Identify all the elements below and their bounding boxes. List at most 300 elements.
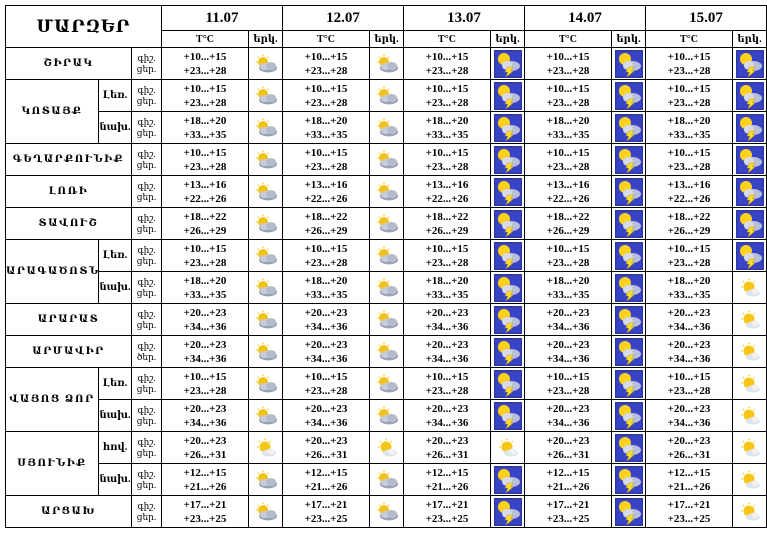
region-name: ՏԱՎՈՒՇ — [6, 208, 132, 240]
night-temp: +10...+15 — [546, 370, 590, 383]
day-label: ցեր. — [136, 415, 157, 426]
region-name: ՎԱՅՈՑ ՁՈՐ — [6, 368, 99, 432]
sky-cell — [733, 112, 767, 144]
sky-cell — [612, 432, 646, 464]
temperature-cell — [283, 144, 370, 176]
temperature-cell — [404, 240, 491, 272]
night-temp: +18...+20 — [425, 274, 469, 287]
sky-col-header: երկ. — [370, 31, 404, 48]
night-temp: +20...+23 — [667, 402, 711, 415]
day-temp: +22...+26 — [546, 192, 590, 205]
temperature-cell — [646, 368, 733, 400]
sun-cloud-icon — [491, 438, 524, 458]
temperature-cell — [162, 144, 249, 176]
period-labels — [132, 272, 162, 304]
day-temp: +23...+28 — [183, 64, 227, 77]
thunder-icon — [612, 114, 645, 142]
date-header: 11.07 — [162, 6, 283, 31]
thunder-icon — [491, 466, 524, 494]
forecast-table — [5, 5, 767, 528]
day-temp: +22...+26 — [425, 192, 469, 205]
night-temp: +13...+16 — [667, 178, 711, 191]
sky-cell — [249, 496, 283, 528]
sun-cloud-icon — [733, 278, 766, 298]
day-temp: +23...+25 — [667, 512, 711, 525]
sky-cell — [491, 272, 525, 304]
night-temp: +17...+21 — [304, 498, 348, 511]
region-name: ԳԵՂԱՐՔՈՒՆԻՔ — [6, 144, 132, 176]
forecast-body — [6, 48, 767, 528]
day-label: ցեր. — [136, 95, 157, 106]
temperature-cell — [162, 80, 249, 112]
sky-col-header: երկ. — [249, 31, 283, 48]
sky-cell — [612, 272, 646, 304]
temperature-cell — [646, 48, 733, 80]
sky-cell — [491, 336, 525, 368]
table-row — [6, 80, 767, 112]
night-temp: +10...+15 — [183, 242, 227, 255]
day-label: ցեր. — [136, 511, 157, 522]
day-temp: +26...+31 — [667, 448, 711, 461]
night-temp: +10...+15 — [667, 146, 711, 159]
day-temp: +23...+28 — [425, 160, 469, 173]
temperature-cell — [283, 336, 370, 368]
partly-cloudy-icon — [249, 182, 282, 202]
night-label: գիշ. — [137, 84, 156, 95]
day-temp: +33...+35 — [667, 288, 711, 301]
night-temp: +13...+16 — [183, 178, 227, 191]
day-label: ցեր. — [136, 223, 157, 234]
night-temp: +20...+23 — [667, 434, 711, 447]
night-temp: +13...+16 — [425, 178, 469, 191]
sky-cell — [370, 144, 404, 176]
day-label: ցեր. — [136, 479, 157, 490]
region-name: ՇԻՐԱԿ — [6, 48, 132, 80]
sky-cell — [733, 48, 767, 80]
day-temp: +21...+26 — [425, 480, 469, 493]
day-temp: +23...+28 — [183, 96, 227, 109]
sky-cell — [249, 432, 283, 464]
table-row — [6, 496, 767, 528]
day-temp: +23...+28 — [183, 160, 227, 173]
sky-cell — [249, 48, 283, 80]
night-temp: +10...+15 — [183, 50, 227, 63]
temperature-cell — [525, 496, 612, 528]
night-label: գիշ. — [137, 308, 156, 319]
partly-cloudy-icon — [370, 54, 403, 74]
day-temp: +22...+26 — [304, 192, 348, 205]
temperature-cell — [525, 240, 612, 272]
temperature-cell — [283, 80, 370, 112]
period-labels — [132, 368, 162, 400]
night-temp: +10...+15 — [183, 82, 227, 95]
sky-cell — [370, 304, 404, 336]
day-temp: +23...+28 — [546, 96, 590, 109]
sky-cell — [612, 496, 646, 528]
night-temp: +10...+15 — [667, 370, 711, 383]
day-temp: +23...+28 — [425, 256, 469, 269]
temperature-cell — [283, 464, 370, 496]
day-label: ցեր. — [136, 127, 157, 138]
night-temp: +10...+15 — [667, 50, 711, 63]
temperature-cell — [283, 48, 370, 80]
day-temp: +34...+36 — [667, 320, 711, 333]
temperature-cell — [404, 336, 491, 368]
partly-cloudy-icon — [370, 502, 403, 522]
night-temp: +20...+23 — [425, 338, 469, 351]
region-name: ԿՈՏԱՅՔ — [6, 80, 99, 144]
temperature-cell — [525, 272, 612, 304]
night-temp: +18...+20 — [183, 114, 227, 127]
day-temp: +23...+25 — [425, 512, 469, 525]
sky-cell — [370, 240, 404, 272]
temperature-cell — [646, 464, 733, 496]
table-row — [6, 304, 767, 336]
sky-cell — [491, 80, 525, 112]
sky-cell — [612, 368, 646, 400]
period-labels — [132, 208, 162, 240]
night-temp: +20...+23 — [183, 306, 227, 319]
sky-cell — [370, 112, 404, 144]
night-temp: +18...+22 — [304, 210, 348, 223]
day-temp: +26...+31 — [425, 448, 469, 461]
thunder-icon — [491, 338, 524, 366]
day-temp: +23...+28 — [304, 64, 348, 77]
partly-cloudy-icon — [370, 342, 403, 362]
thunder-icon — [612, 50, 645, 78]
table-row — [6, 464, 767, 496]
temperature-cell — [283, 368, 370, 400]
temperature-cell — [525, 80, 612, 112]
night-temp: +13...+16 — [546, 178, 590, 191]
sky-cell — [370, 336, 404, 368]
night-temp: +20...+23 — [183, 338, 227, 351]
night-temp: +13...+16 — [304, 178, 348, 191]
temperature-cell — [283, 208, 370, 240]
temperature-cell — [525, 400, 612, 432]
sky-col-header: երկ. — [733, 31, 767, 48]
night-temp: +20...+23 — [304, 306, 348, 319]
temperature-cell — [404, 176, 491, 208]
night-label: գիշ. — [137, 404, 156, 415]
day-temp: +34...+36 — [304, 352, 348, 365]
day-temp: +23...+28 — [183, 384, 227, 397]
sky-cell — [612, 208, 646, 240]
temperature-cell — [404, 112, 491, 144]
night-temp: +18...+20 — [546, 274, 590, 287]
partly-cloudy-icon — [370, 374, 403, 394]
partly-cloudy-icon — [249, 214, 282, 234]
day-temp: +21...+26 — [304, 480, 348, 493]
night-temp: +10...+15 — [667, 82, 711, 95]
day-temp: +26...+29 — [425, 224, 469, 237]
night-temp: +10...+15 — [425, 82, 469, 95]
temperature-cell — [283, 304, 370, 336]
night-temp: +20...+23 — [183, 434, 227, 447]
temperature-cell — [525, 464, 612, 496]
night-temp: +20...+23 — [546, 402, 590, 415]
period-labels — [132, 112, 162, 144]
night-temp: +10...+15 — [304, 82, 348, 95]
sky-cell — [249, 240, 283, 272]
day-temp: +34...+36 — [304, 416, 348, 429]
temperature-cell — [162, 336, 249, 368]
thunder-icon — [733, 242, 766, 270]
thunder-icon — [612, 242, 645, 270]
day-temp: +23...+28 — [304, 96, 348, 109]
sky-cell — [370, 272, 404, 304]
table-row — [6, 176, 767, 208]
day-label: ցեր. — [136, 159, 157, 170]
sky-cell — [370, 464, 404, 496]
partly-cloudy-icon — [370, 278, 403, 298]
night-temp: +10...+15 — [183, 370, 227, 383]
temperature-cell — [404, 368, 491, 400]
temperature-cell — [283, 112, 370, 144]
day-temp: +26...+29 — [183, 224, 227, 237]
partly-cloudy-icon — [370, 246, 403, 266]
region-name: ԼՈՌԻ — [6, 176, 132, 208]
night-temp: +20...+23 — [546, 434, 590, 447]
temperature-cell — [162, 368, 249, 400]
night-temp: +20...+23 — [304, 338, 348, 351]
table-row — [6, 48, 767, 80]
thunder-icon — [733, 114, 766, 142]
night-temp: +20...+23 — [304, 402, 348, 415]
region-name: ՍՅՈՒՆԻՔ — [6, 432, 99, 496]
sky-cell — [612, 176, 646, 208]
sky-cell — [612, 144, 646, 176]
day-temp: +23...+28 — [304, 384, 348, 397]
partly-cloudy-icon — [249, 86, 282, 106]
sky-cell — [370, 368, 404, 400]
sky-cell — [370, 400, 404, 432]
sky-cell — [612, 80, 646, 112]
thunder-icon — [491, 146, 524, 174]
subregion-label: նախ. — [99, 112, 132, 144]
sky-cell — [733, 368, 767, 400]
temperature-cell — [162, 272, 249, 304]
night-temp: +18...+20 — [304, 114, 348, 127]
temperature-cell — [283, 176, 370, 208]
subregion-label: Լեռ. — [99, 240, 132, 272]
night-temp: +17...+21 — [183, 498, 227, 511]
day-label: ցեր. — [136, 287, 157, 298]
date-header: 12.07 — [283, 6, 404, 31]
day-temp: +34...+36 — [546, 352, 590, 365]
temperature-cell — [283, 496, 370, 528]
table-title: ՄԱՐԶԵՐ — [6, 6, 162, 48]
night-temp: +18...+20 — [304, 274, 348, 287]
sky-cell — [612, 336, 646, 368]
day-temp: +23...+25 — [546, 512, 590, 525]
temperature-cell — [162, 240, 249, 272]
day-temp: +34...+36 — [425, 416, 469, 429]
night-temp: +10...+15 — [667, 242, 711, 255]
temperature-cell — [162, 464, 249, 496]
sky-cell — [733, 464, 767, 496]
night-label: գիշ. — [137, 244, 156, 255]
sky-cell — [733, 336, 767, 368]
sky-cell — [370, 208, 404, 240]
temperature-cell — [404, 432, 491, 464]
sky-cell — [370, 176, 404, 208]
night-temp: +18...+22 — [425, 210, 469, 223]
day-temp: +21...+26 — [183, 480, 227, 493]
temperature-cell — [525, 368, 612, 400]
table-row — [6, 272, 767, 304]
sky-cell — [733, 496, 767, 528]
day-temp: +34...+36 — [183, 320, 227, 333]
night-temp: +10...+15 — [183, 146, 227, 159]
day-temp: +33...+35 — [425, 128, 469, 141]
date-header: 14.07 — [525, 6, 646, 31]
day-temp: +33...+35 — [425, 288, 469, 301]
sun-cloud-icon — [733, 374, 766, 394]
thunder-icon — [612, 178, 645, 206]
temperature-cell — [162, 432, 249, 464]
sky-cell — [370, 80, 404, 112]
temperature-cell — [525, 304, 612, 336]
sun-cloud-icon — [370, 438, 403, 458]
sky-cell — [733, 208, 767, 240]
temperature-cell — [283, 400, 370, 432]
sky-cell — [733, 144, 767, 176]
day-temp: +34...+36 — [425, 320, 469, 333]
temperature-cell — [646, 400, 733, 432]
subregion-label: Լեռ. — [99, 368, 132, 400]
temp-col-header: T°C — [646, 31, 733, 48]
thunder-icon — [612, 370, 645, 398]
thunder-icon — [733, 178, 766, 206]
day-temp: +33...+35 — [546, 128, 590, 141]
sky-cell — [491, 112, 525, 144]
night-label: գիշ. — [137, 52, 156, 63]
thunder-icon — [612, 498, 645, 526]
region-name: ԱՐՑԱԽ — [6, 496, 132, 528]
partly-cloudy-icon — [370, 118, 403, 138]
night-temp: +18...+22 — [667, 210, 711, 223]
night-temp: +10...+15 — [546, 82, 590, 95]
night-temp: +18...+20 — [667, 114, 711, 127]
subregion-label: հով. — [99, 432, 132, 464]
sky-cell — [733, 304, 767, 336]
day-label: ցեր. — [136, 447, 157, 458]
period-labels — [132, 48, 162, 80]
night-temp: +10...+15 — [304, 370, 348, 383]
day-temp: +23...+28 — [546, 384, 590, 397]
night-temp: +10...+15 — [546, 242, 590, 255]
partly-cloudy-icon — [370, 406, 403, 426]
thunder-icon — [733, 82, 766, 110]
night-temp: +20...+23 — [546, 338, 590, 351]
sky-cell — [491, 144, 525, 176]
night-temp: +10...+15 — [304, 146, 348, 159]
temperature-cell — [162, 112, 249, 144]
day-temp: +34...+36 — [667, 352, 711, 365]
night-temp: +20...+23 — [546, 306, 590, 319]
night-temp: +10...+15 — [304, 50, 348, 63]
subregion-label: նախ. — [99, 272, 132, 304]
sun-cloud-icon — [733, 310, 766, 330]
sky-cell — [370, 48, 404, 80]
day-temp: +23...+28 — [667, 256, 711, 269]
sun-cloud-icon — [733, 470, 766, 490]
day-temp: +22...+26 — [183, 192, 227, 205]
temperature-cell — [283, 240, 370, 272]
night-temp: +18...+22 — [546, 210, 590, 223]
temperature-cell — [404, 400, 491, 432]
temp-col-header: T°C — [404, 31, 491, 48]
day-label: ցեր. — [136, 191, 157, 202]
night-temp: +12...+15 — [183, 466, 227, 479]
day-temp: +33...+35 — [546, 288, 590, 301]
sky-cell — [733, 272, 767, 304]
day-temp: +23...+28 — [425, 384, 469, 397]
day-temp: +23...+28 — [546, 256, 590, 269]
temperature-cell — [404, 208, 491, 240]
day-temp: +23...+28 — [304, 256, 348, 269]
table-row — [6, 144, 767, 176]
temperature-cell — [404, 80, 491, 112]
sky-cell — [491, 48, 525, 80]
temperature-cell — [404, 144, 491, 176]
sky-cell — [249, 400, 283, 432]
night-temp: +10...+15 — [546, 146, 590, 159]
night-temp: +12...+15 — [667, 466, 711, 479]
temperature-cell — [162, 496, 249, 528]
temperature-cell — [525, 144, 612, 176]
sky-cell — [491, 176, 525, 208]
day-temp: +23...+28 — [425, 64, 469, 77]
sky-cell — [370, 432, 404, 464]
temperature-cell — [162, 208, 249, 240]
temperature-cell — [283, 432, 370, 464]
night-temp: +10...+15 — [425, 370, 469, 383]
partly-cloudy-icon — [249, 470, 282, 490]
day-temp: +23...+28 — [667, 384, 711, 397]
sky-cell — [612, 464, 646, 496]
day-temp: +23...+28 — [183, 256, 227, 269]
sun-cloud-icon — [733, 406, 766, 426]
day-temp: +23...+28 — [667, 64, 711, 77]
night-temp: +18...+20 — [667, 274, 711, 287]
thunder-icon — [491, 50, 524, 78]
night-temp: +20...+23 — [667, 338, 711, 351]
night-temp: +20...+23 — [425, 434, 469, 447]
sky-cell — [491, 304, 525, 336]
temperature-cell — [646, 272, 733, 304]
table-row — [6, 112, 767, 144]
subregion-label: նախ. — [99, 464, 132, 496]
temperature-cell — [646, 80, 733, 112]
day-temp: +34...+36 — [667, 416, 711, 429]
day-temp: +21...+26 — [546, 480, 590, 493]
sky-cell — [491, 400, 525, 432]
partly-cloudy-icon — [249, 118, 282, 138]
night-label: գիշ. — [137, 436, 156, 447]
day-temp: +23...+28 — [667, 160, 711, 173]
region-name: ԱՐԱԳԱԾՈՏՆ — [6, 240, 99, 304]
temp-col-header: T°C — [283, 31, 370, 48]
day-temp: +26...+31 — [304, 448, 348, 461]
temperature-cell — [525, 176, 612, 208]
date-header: 13.07 — [404, 6, 525, 31]
partly-cloudy-icon — [370, 182, 403, 202]
temperature-cell — [646, 304, 733, 336]
thunder-icon — [612, 306, 645, 334]
day-temp: +33...+35 — [304, 288, 348, 301]
